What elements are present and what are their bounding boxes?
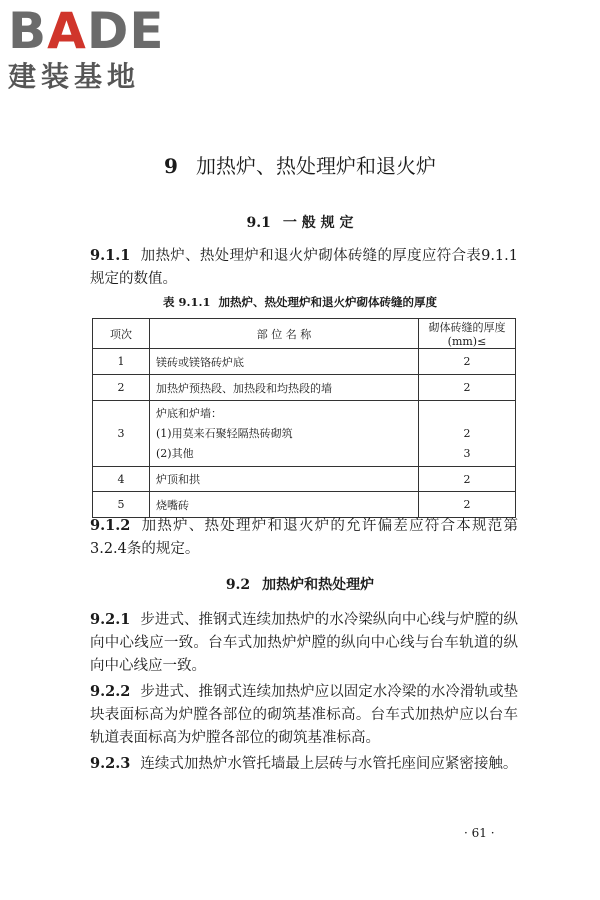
row-no: 4 bbox=[93, 467, 150, 492]
row-part-sub-1: (1)用莫来石聚轻隔热砖砌筑 bbox=[156, 426, 293, 440]
section-number: 9.1 bbox=[246, 215, 271, 231]
row-value bbox=[419, 401, 516, 467]
row-part-sub-2: (2)其他 bbox=[156, 446, 194, 460]
table-caption bbox=[0, 294, 600, 310]
row-no: 3 bbox=[93, 401, 150, 467]
section-number: 9.2 bbox=[225, 577, 251, 593]
table-row bbox=[93, 401, 516, 467]
clause-number: 9.2.2 bbox=[90, 683, 131, 700]
clause-text: 步进式、推钢式连续加热炉的水冷梁纵向中心线与炉膛的纵向中心线应一致。台车式加热炉炉膛的纵向中心线与台车轨道的纵向中心线应一致。 bbox=[90, 612, 518, 674]
bade-logo bbox=[8, 4, 178, 96]
clause-number: 9.2.3 bbox=[90, 755, 131, 772]
clause-9-1-1 bbox=[90, 244, 518, 291]
row-part: 加热炉预热段、加热段和均热段的墙 bbox=[150, 375, 419, 401]
logo-letters: BADE bbox=[8, 2, 165, 60]
page-number: · 61 · bbox=[464, 826, 495, 840]
row-no: 5 bbox=[93, 492, 150, 518]
clause-text: 步进式、推钢式连续加热炉应以固定水冷梁的水冷滑轨或垫块表面标高为炉膛各部位的砌筑基准标高。台车式加热炉应以台车轨道表面标高为炉膛各部位的砌筑基准标高。 bbox=[90, 684, 518, 746]
row-part: 镁砖或镁铬砖炉底 bbox=[150, 349, 419, 375]
table-header-row bbox=[93, 319, 516, 349]
row-part-heading: 炉底和炉墙： bbox=[156, 406, 222, 420]
row-value-sub-2: 3 bbox=[463, 446, 471, 460]
row-part: 炉顶和拱 bbox=[150, 467, 419, 492]
row-value-sub-1: 2 bbox=[463, 426, 471, 440]
section-title: 一 般 规 定 bbox=[282, 215, 354, 231]
table-row bbox=[93, 349, 516, 375]
row-no: 1 bbox=[93, 349, 150, 375]
row-part: 烧嘴砖 bbox=[150, 492, 419, 518]
clause-9-2-3 bbox=[90, 752, 518, 776]
clause-number: 9.1.1 bbox=[90, 247, 131, 264]
clause-number: 9.2.1 bbox=[90, 611, 131, 628]
table-number: 表 9.1.1 bbox=[162, 295, 211, 309]
row-value: 2 bbox=[419, 375, 516, 401]
header-item-no: 项次 bbox=[93, 319, 150, 349]
clause-text: 连续式加热炉水管托墙最上层砖与水管托座间应紧密接触。 bbox=[140, 756, 518, 772]
clause-9-2-2 bbox=[90, 680, 518, 750]
clause-9-1-2 bbox=[90, 514, 518, 561]
clause-text: 加热炉、热处理炉和退火炉的允许偏差应符合本规范第3.2.4条的规定。 bbox=[90, 518, 518, 557]
header-part-name: 部 位 名 称 bbox=[150, 319, 419, 349]
table-title: 加热炉、热处理炉和退火炉砌体砖缝的厚度 bbox=[218, 295, 438, 309]
clause-number: 9.1.2 bbox=[90, 517, 131, 534]
row-value: 2 bbox=[419, 349, 516, 375]
logo-subtitle: 建装基地 bbox=[8, 60, 141, 93]
row-part bbox=[150, 401, 419, 467]
section-heading-9-1 bbox=[0, 212, 600, 232]
clause-9-2-1 bbox=[90, 608, 518, 678]
clause-text: 加热炉、热处理炉和退火炉砌体砖缝的厚度应符合表9.1.1规定的数值。 bbox=[90, 248, 518, 287]
row-value: 2 bbox=[419, 467, 516, 492]
table-row bbox=[93, 375, 516, 401]
chapter-title: 加热炉、热处理炉和退火炉 bbox=[195, 154, 436, 178]
section-title: 加热炉和热处理炉 bbox=[262, 577, 375, 593]
header-joint-thickness: 砌体砖缝的厚度(mm)≤ bbox=[419, 319, 516, 349]
joint-thickness-table bbox=[92, 318, 516, 518]
chapter-heading bbox=[0, 150, 600, 179]
row-no: 2 bbox=[93, 375, 150, 401]
row-value: 2 bbox=[419, 492, 516, 518]
section-heading-9-2 bbox=[0, 574, 600, 594]
table-row bbox=[93, 467, 516, 492]
chapter-number: 9 bbox=[164, 154, 178, 178]
